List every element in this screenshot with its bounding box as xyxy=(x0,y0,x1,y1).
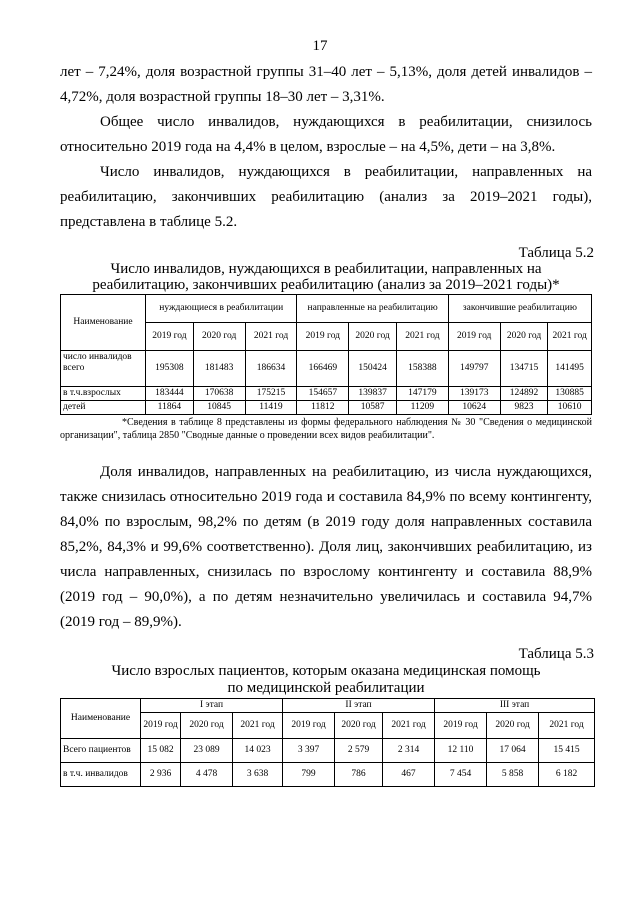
table-5-2-label: Таблица 5.2 xyxy=(518,245,594,261)
row-label: в т.ч.взрослых xyxy=(61,387,146,401)
table-5-3-year-header: 2019 год xyxy=(435,713,487,739)
paragraph-table-intro: Число инвалидов, нуждающихся в реабилитации, направленных на реабилитацию, закончивших реабилитацию (анализ за 2019–2021 годы), представлена в таблице 5.2. xyxy=(60,164,592,230)
table-cell: 10610 xyxy=(548,401,592,415)
table-cell: 175215 xyxy=(245,387,297,401)
table-5-2-year-header: 2020 год xyxy=(500,323,548,351)
table-cell: 170638 xyxy=(193,387,245,401)
table-5-2-title-line-1: Число инвалидов, нуждающихся в реабилитации, направленных на xyxy=(110,261,542,277)
table-cell: 11419 xyxy=(245,401,297,415)
table-cell: 134715 xyxy=(500,351,548,387)
table-cell: 15 415 xyxy=(539,739,595,763)
table-5-2-year-header: 2020 год xyxy=(349,323,397,351)
table-5-2-year-header: 2019 год xyxy=(297,323,349,351)
table-5-3-year-header: 2020 год xyxy=(487,713,539,739)
table-cell: 6 182 xyxy=(539,763,595,787)
row-label: число инвалидов всего xyxy=(61,351,146,387)
table-5-3-year-header: 2020 год xyxy=(181,713,233,739)
table-cell: 9823 xyxy=(500,401,548,415)
table-5-3-year-header: 2020 год xyxy=(335,713,383,739)
table-cell: 3 397 xyxy=(283,739,335,763)
table-row xyxy=(61,401,592,415)
table-cell: 3 638 xyxy=(233,763,283,787)
row-label: Всего пациентов xyxy=(61,739,141,763)
table-cell: 183444 xyxy=(146,387,194,401)
table-5-2-group-header: направленные на реабилитацию xyxy=(297,295,448,323)
table-row xyxy=(61,351,592,387)
table-cell: 11812 xyxy=(297,401,349,415)
table-cell: 4 478 xyxy=(181,763,233,787)
table-cell: 7 454 xyxy=(435,763,487,787)
table-row xyxy=(61,739,595,763)
paragraph-total-decrease: Общее число инвалидов, нуждающихся в реабилитации, снизилось относительно 2019 года на 4,4% в целом, взрослые – на 4,5%, дети – на 3,8%. xyxy=(60,114,592,155)
row-label: в т.ч. инвалидов xyxy=(61,763,141,787)
table-5-2-year-header: 2021 год xyxy=(396,323,448,351)
table-cell: 166469 xyxy=(297,351,349,387)
table-5-2 xyxy=(60,294,592,415)
page-number: 17 xyxy=(312,38,328,54)
table-cell: 149797 xyxy=(448,351,500,387)
table-cell: 10845 xyxy=(193,401,245,415)
table-5-3-stage-header: I этап xyxy=(141,699,283,713)
table-cell: 154657 xyxy=(297,387,349,401)
table-5-2-group-header: нуждающиеся в реабилитации xyxy=(146,295,297,323)
table-cell: 10624 xyxy=(448,401,500,415)
table-cell: 11209 xyxy=(396,401,448,415)
footnote-text: *Сведения в таблице 8 представлены из формы федерального наблюдения № 30 "Сведения о медицинской организации", таблица 2850 "Сводные данные о проведении всех видов реабилитации". xyxy=(60,417,592,441)
row-label: детей xyxy=(61,401,146,415)
table-cell: 17 064 xyxy=(487,739,539,763)
table-cell: 10587 xyxy=(349,401,397,415)
table-5-3-year-header: 2019 год xyxy=(141,713,181,739)
table-5-2-year-header: 2021 год xyxy=(548,323,592,351)
paragraph-age-groups: лет – 7,24%, доля возрастной группы 31–40 лет – 5,13%, доля детей инвалидов – 4,72%, доля возрастной группы 18–30 лет – 3,31%. xyxy=(60,64,592,105)
table-cell: 11864 xyxy=(146,401,194,415)
table-5-3-stage-header: II этап xyxy=(283,699,435,713)
table-row xyxy=(61,763,595,787)
table-5-2-group-header: закончившие реабилитацию xyxy=(448,295,591,323)
table-5-3-title-line-1: Число взрослых пациентов, которым оказана медицинская помощь xyxy=(111,663,541,679)
table-cell: 12 110 xyxy=(435,739,487,763)
table-cell: 467 xyxy=(383,763,435,787)
table-5-2-year-header: 2021 год xyxy=(245,323,297,351)
table-cell: 181483 xyxy=(193,351,245,387)
table-cell: 139837 xyxy=(349,387,397,401)
table-5-3-year-header: 2021 год xyxy=(539,713,595,739)
table-cell: 141495 xyxy=(548,351,592,387)
table-5-2-header-row xyxy=(61,295,592,323)
table-5-3-year-header: 2021 год xyxy=(233,713,283,739)
table-cell: 130885 xyxy=(548,387,592,401)
table-5-2-title-line-2: реабилитацию, закончивших реабилитацию (анализ за 2019–2021 годы)* xyxy=(92,277,560,293)
table-cell: 2 579 xyxy=(335,739,383,763)
table-cell: 150424 xyxy=(349,351,397,387)
table-cell: 124892 xyxy=(500,387,548,401)
table-cell: 5 858 xyxy=(487,763,539,787)
table-cell: 186634 xyxy=(245,351,297,387)
table-cell: 799 xyxy=(283,763,335,787)
table-5-3-year-header: 2019 год xyxy=(283,713,335,739)
table-row xyxy=(61,387,592,401)
table-5-3-years-row xyxy=(61,713,595,739)
table-cell: 139173 xyxy=(448,387,500,401)
table-5-3 xyxy=(60,698,595,787)
table-5-3-title-line-2: по медицинской реабилитации xyxy=(227,680,425,696)
table-5-2-year-header: 2019 год xyxy=(448,323,500,351)
table-cell: 147179 xyxy=(396,387,448,401)
table-5-2-name-header: Наименование xyxy=(61,295,146,351)
table-5-3-header-row xyxy=(61,699,595,713)
table-cell: 195308 xyxy=(146,351,194,387)
table-5-2-footnote xyxy=(60,416,592,442)
table-5-2-year-header: 2019 год xyxy=(146,323,194,351)
table-cell: 158388 xyxy=(396,351,448,387)
table-5-3-name-header: Наименование xyxy=(61,699,141,739)
table-cell: 15 082 xyxy=(141,739,181,763)
paragraph-share-directed: Доля инвалидов, направленных на реабилитацию, из числа нуждающихся, также снизилась относительно 2019 года и составила 84,9% по всему контингенту, 84,0% по взрослым, 98,2% по детям (в 2019 году доля направленных составила 85,2%, 84,3% и 99,6% соответственно). Доля лиц, закончивших реабилитацию, из числа направленных, снизилась по взрослому контингенту и составила 88,9% (2019 год – 90,0%), а по детям незначительно увеличилась и составила 94,7% (2019 год – 89,9%). xyxy=(60,464,592,630)
table-cell: 2 314 xyxy=(383,739,435,763)
table-cell: 786 xyxy=(335,763,383,787)
table-5-2-year-header: 2020 год xyxy=(193,323,245,351)
table-5-3-label: Таблица 5.3 xyxy=(518,646,594,662)
table-cell: 23 089 xyxy=(181,739,233,763)
table-5-3-year-header: 2021 год xyxy=(383,713,435,739)
table-cell: 2 936 xyxy=(141,763,181,787)
table-cell: 14 023 xyxy=(233,739,283,763)
table-5-3-stage-header: III этап xyxy=(435,699,595,713)
